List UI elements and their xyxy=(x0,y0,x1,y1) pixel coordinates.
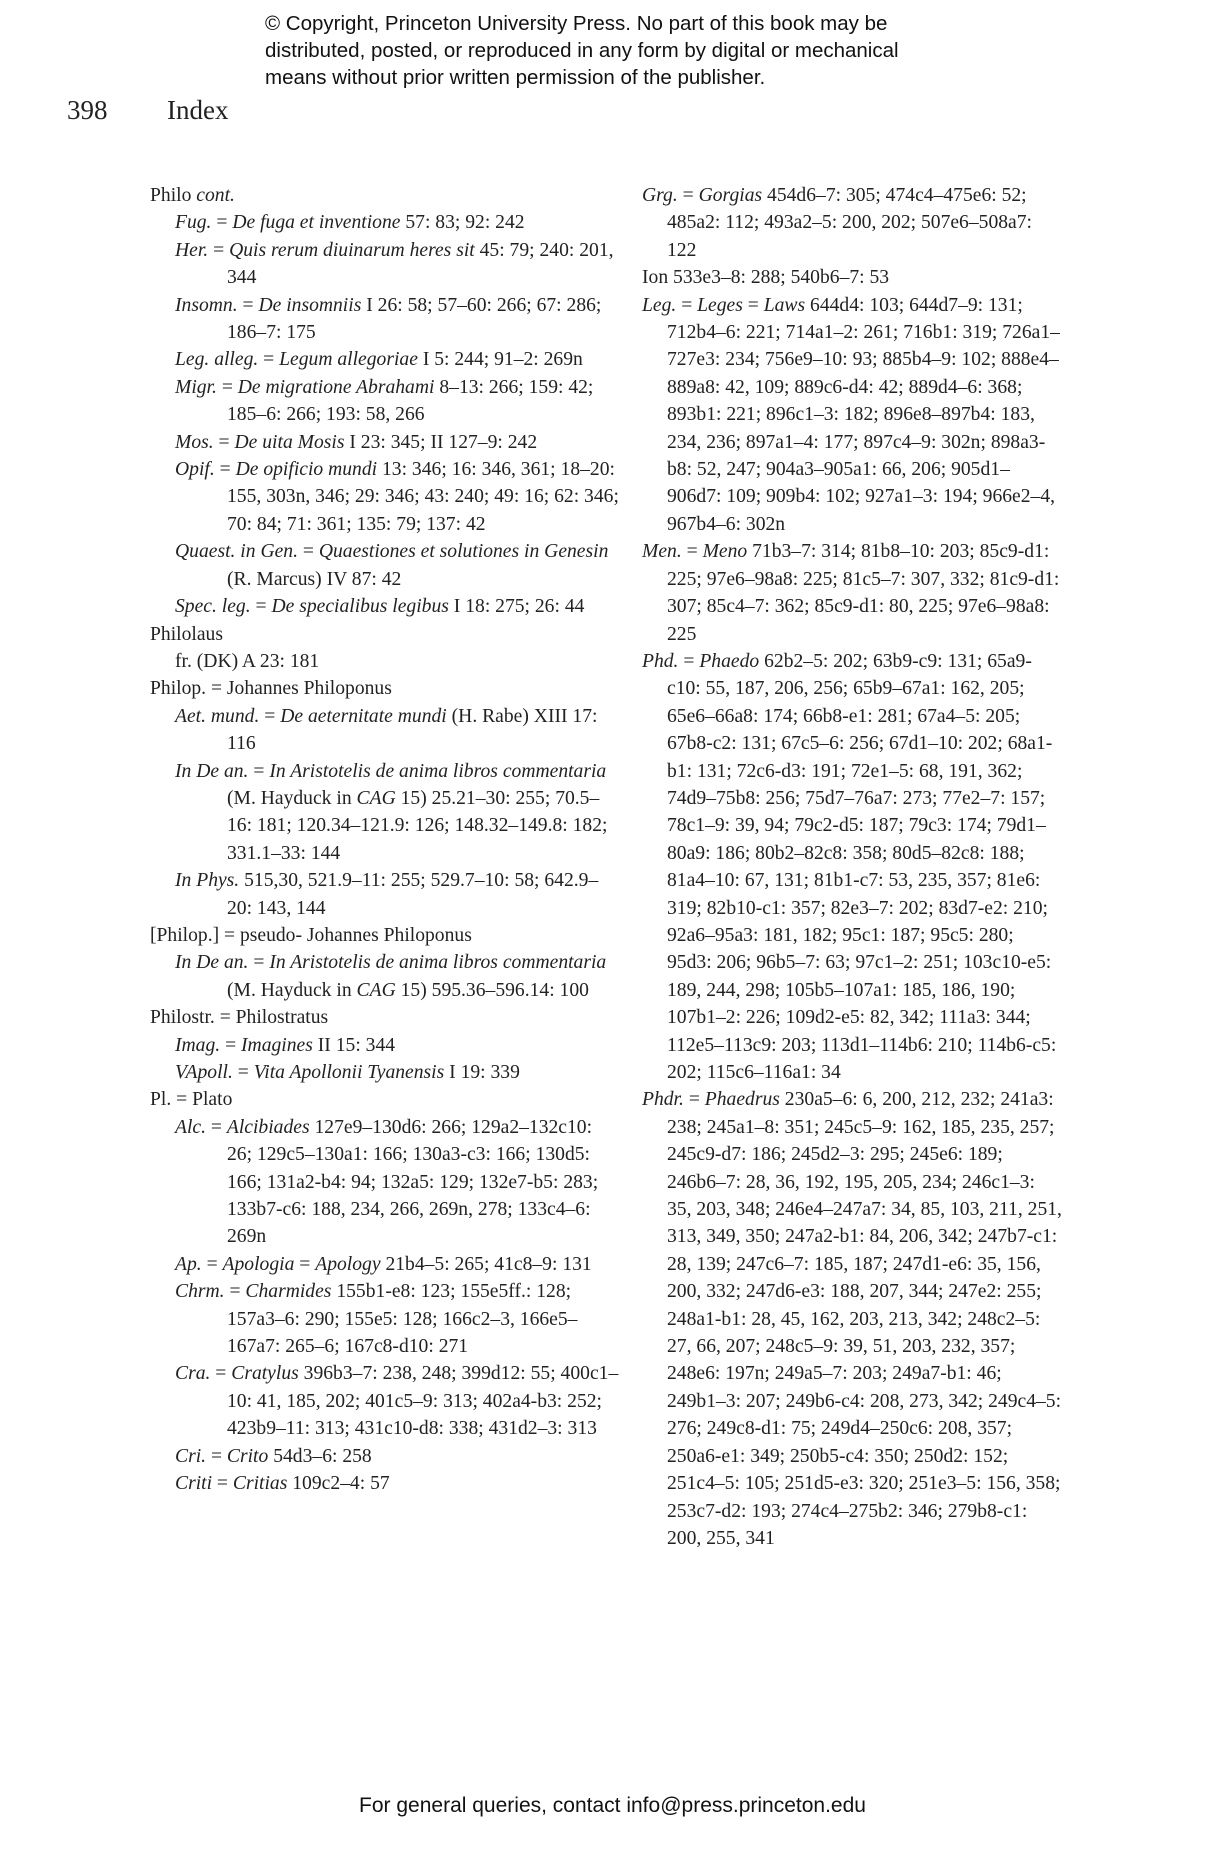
entry-title: De specialibus legibus xyxy=(271,596,449,618)
entry-series: CAG xyxy=(356,979,396,1001)
copyright-line: © Copyright, Princeton University Press. No part of this book may be xyxy=(265,12,888,35)
entry-abbreviation: Ap. xyxy=(175,1253,202,1275)
entry-heading: fr. (DK) A 23: 181 xyxy=(175,650,320,672)
entry-heading: Ion xyxy=(642,267,669,289)
entry-locators: II 15: 344 xyxy=(317,1034,396,1056)
entry-title: Phaedrus xyxy=(704,1089,780,1111)
entry-locators: 515,30, 521.9–11: 255; 529.7–10: 58; 642.9–20: 143, 144 xyxy=(227,870,599,919)
entry-locators: 644d4: 103; 644d7–9: 131; 712b4–6: 221; 714a1–2: 261; 716b1: 319; 726a1–727e3: 234; 756e9–10: 93; 885b4–9: 102; 888e4–889a8: 42, 109; 889c6-d4: 42; 889d4–6: 368; 893b1: 221; 896c1–3: 182; 896e8–897b4: 183, 234, 236; 897a1–4: 177; 897c4–9: 302n; 898a3-b8: 52, 247; 904a3–905a1: 66, 206; 905d1–906d7: 109; 909b4: 102; 927a1–3: 194; 966e2–4, 967b4–6: 302n xyxy=(667,294,1060,535)
entry-locators: 396b3–7: 238, 248; 399d12: 55; 400c1–10: 41, 185, 202; 401c5–9: 313; 402a4-b3: 252; 423b9–11: 313; 431c10-d8: 338; 431d2–3: 313 xyxy=(227,1363,619,1440)
index-entry: Cra. = Cratylus 396b3–7: 238, 248; 399d12: 55; 400c1–10: 41, 185, 202; 401c5–9: 313; 402a4-b3: 252; 423b9–11: 313; 431c10-d8: 338; 431d2–3: 313 xyxy=(175,1363,619,1440)
entry-heading: [Philop.] = pseudo- Johannes Philoponus xyxy=(150,924,472,946)
entry-abbreviation: Mos. xyxy=(175,431,214,453)
entry-abbreviation: Alc. xyxy=(175,1116,207,1138)
entry-locators: (M. Hayduck in xyxy=(227,787,352,809)
index-entry xyxy=(150,621,620,648)
entry-title: Apologia xyxy=(222,1253,295,1275)
entry-locators: 8–13: 266; 159: 42; 185–6: 266; 193: 58, 266 xyxy=(227,376,594,426)
entry-locators: I 26: 58; 57–60: 266; 67: 286; 186–7: 175 xyxy=(227,294,602,344)
entry-locators: 45: 79; 240: 201, 344 xyxy=(227,239,614,289)
index-entry: Chrm. = Charmides 155b1-e8: 123; 155e5ff.: 128; 157a3–6: 290; 155e5: 128; 166c2–3, 166e5–167a7: 265–6; 167c8-d10: 271 xyxy=(175,1281,578,1358)
index-entry: Criti = Critias 109c2–4: 57 xyxy=(175,1473,390,1495)
index-entry xyxy=(150,182,620,209)
running-header xyxy=(67,95,228,126)
index-entry: In De an. = In Aristotelis de anima libros commentaria (M. Hayduck in CAG 15) 25.21–30: 255; 70.5–16: 181; 120.34–121.9: 126; 148.32–149.8: 182; 331.1–33: 144 xyxy=(175,760,608,864)
index-entry: Imag. = Imagines II 15: 344 xyxy=(175,1034,396,1056)
index-entry: Phdr. = Phaedrus 230a5–6: 6, 200, 212, 232; 241a3: 238; 245a1–8: 351; 245c5–9: 162, 185, 235, 257; 245c9-d7: 186; 245d2–3: 295; 245e6: 189; 246b6–7: 28, 36, 192, 195, 205, 234; 246c1–3: 35, 203, 348; 246e4–247a7: 34, 85, 103, 211, 251, 313, 349, 350; 247a2-b1: 84, 206, 342; 247b7-c1: 28, 139; 247c6–7: 185, 187; 247d1-e6: 35, 156, 200, 332; 247d6-e3: 188, 207, 344; 247e2: 255; 248a1-b1: 28, 45, 162, 203, 213, 342; 248c2–5: 27, 66, 207; 248c5–9: 39, 51, 203, 232, 357; 248e6: 197n; 249a5–7: 203; 249a7-b1: 46; 249b1–3: 207; 249b6-c4: 208, 273, 342; 249c4–5: 276; 249c8-d1: 75; 249d4–250c6: 208, 357; 250a6-e1: 349; 250b5-c4: 350; 250d2: 152; 251c4–5: 105; 251d5-e3: 320; 251e3–5: 156, 358; 253c7-d2: 193; 274c4–275b2: 346; 279b8-c1: 200, 255, 341 xyxy=(642,1089,1062,1549)
index-entry xyxy=(150,1086,620,1113)
entry-locators: 15) 595.36–596.14: 100 xyxy=(400,979,589,1001)
entry-title: Quaestiones et solutiones in Genesin xyxy=(318,541,609,563)
entry-title: Imagines xyxy=(241,1034,313,1056)
copyright-notice xyxy=(265,10,1025,91)
index-entry xyxy=(150,922,620,949)
entry-title: In Aristotelis de anima libros commentaria xyxy=(269,952,607,974)
entry-abbreviation: Cra. xyxy=(175,1363,211,1385)
index-entry: Migr. = De migratione Abrahami 8–13: 266; 159: 42; 185–6: 266; 193: 58, 266 xyxy=(175,376,594,426)
index-entry: In De an. = In Aristotelis de anima libros commentaria (M. Hayduck in CAG 15) 595.36–596.14: 100 xyxy=(175,952,607,1001)
entry-abbreviation: VApoll. xyxy=(175,1062,233,1083)
index-entry: Her. = Quis rerum diuinarum heres sit 45: 79; 240: 201, 344 xyxy=(175,239,614,289)
entry-abbreviation: Migr. xyxy=(175,376,217,398)
entry-title: De fuga et inventione xyxy=(232,212,401,234)
entry-locators: 155b1-e8: 123; 155e5ff.: 128; 157a3–6: 290; 155e5: 128; 166c2–3, 166e5–167a7: 265–6; 167c8-d10: 271 xyxy=(227,1281,578,1358)
entry-locators: I 23: 345; II 127–9: 242 xyxy=(349,431,538,453)
index-entry: Spec. leg. = De specialibus legibus I 18: 275; 26: 44 xyxy=(175,596,585,618)
entry-locators: (M. Hayduck in xyxy=(227,979,352,1001)
entry-heading: Philolaus xyxy=(150,623,223,645)
index-column-right xyxy=(642,182,1062,1552)
index-entry: Men. = Meno 71b3–7: 314; 81b8–10: 203; 85c9-d1: 225; 97e6–98a8: 225; 81c5–7: 307, 332; 81c9-d1: 307; 85c4–7: 362; 85c9-d1: 80, 225; 97e6–98a8: 225 xyxy=(642,541,1060,645)
entry-abbreviation: Leg. xyxy=(642,294,677,316)
index-entry xyxy=(150,1004,620,1031)
copyright-line: means without prior written permission of the publisher. xyxy=(265,66,766,89)
index-entry xyxy=(150,648,620,675)
index-entry: Cri. = Crito 54d3–6: 258 xyxy=(175,1445,372,1467)
entry-series: CAG xyxy=(356,787,396,809)
entry-abbreviation: Aet. mund. xyxy=(175,705,260,727)
index-entry: Grg. = Gorgias 454d6–7: 305; 474c4–475e6: 52; 485a2: 112; 493a2–5: 200, 202; 507e6–508a7: 122 xyxy=(642,185,1032,261)
entry-locators: 109c2–4: 57 xyxy=(292,1473,390,1495)
index-entry: VApoll. = Vita Apollonii Tyanensis I 19: 339 xyxy=(175,1062,520,1083)
index-entry xyxy=(150,675,620,702)
entry-abbreviation: Phd. xyxy=(642,650,679,672)
index-column-left xyxy=(150,182,620,1498)
entry-title: Alcibiades xyxy=(226,1116,310,1138)
entry-title: Apology xyxy=(315,1253,381,1275)
entry-abbreviation: cont. xyxy=(196,185,235,206)
entry-title: De aeternitate mundi xyxy=(280,705,447,727)
entry-locators: 54d3–6: 258 xyxy=(273,1445,372,1467)
entry-locators: 127e9–130d6: 266; 129a2–132c10: 26; 129c5–130a1: 166; 130a3-c3: 166; 130d5: 166; 131a2-b4: 94; 132a5: 129; 132e7-b5: 283; 133b7-c6: 188, 234, 266, 269n, 278; 133c4–6: 269n xyxy=(227,1116,599,1248)
entry-abbreviation: In De an. xyxy=(175,952,249,974)
index-entry: Ap. = Apologia = Apology 21b4–5: 265; 41c8–9: 131 xyxy=(175,1253,592,1275)
entry-heading: Philostr. = Philostratus xyxy=(150,1007,329,1029)
entry-abbreviation: Opif. xyxy=(175,459,215,481)
entry-abbreviation: Spec. leg. xyxy=(175,596,251,618)
index-entry: Mos. = De uita Mosis I 23: 345; II 127–9: 242 xyxy=(175,431,538,453)
entry-locators: 62b2–5: 202; 63b9-c9: 131; 65a9-c10: 55, 187, 206, 256; 65b9–67a1: 162, 205; 65e6–66a8: 174; 66b8-e1: 281; 67a4–5: 205; 67b8-c2: 131; 67c5–6: 256; 67d1–10: 202; 68a1-b1: 131; 72c6-d3: 191; 72e1–5: 68, 191, 362; 74d9–75b8: 256; 75d7–76a7: 273; 77e2–7: 157; 78c1–9: 39, 94; 79c2-d5: 187; 79c3: 174; 79d1–80a9: 186; 80b2–82c8: 358; 80d5–82c8: 188; 81a4–10: 67, 131; 81b1-c7: 53, 235, 357; 81e6: 319; 82b10-c1: 357; 82e3–7: 202; 83d7-e2: 210; 92a6–95a3: 181, 182; 95c1: 187; 95c5: 280; 95d3: 206; 96b5–7: 63; 97c1–2: 251; 103c10-e5: 189, 244, 298; 105b5–107a1: 185, 186, 190; 107b1–2: 226; 109d2-e5: 82, 342; 111a3: 344; 112e5–113c9: 203; 113d1–114b6: 210; 114b6-c5: 202; 115c6–116a1: 34 xyxy=(667,650,1057,1083)
entry-locators: (H. Rabe) XIII 17: 116 xyxy=(227,705,598,755)
entry-title: Crito xyxy=(226,1445,269,1467)
entry-title: Laws xyxy=(763,294,806,316)
entry-abbreviation: Leg. alleg. xyxy=(175,349,259,371)
entry-abbreviation: Phdr. xyxy=(642,1089,684,1111)
entry-title: Cratylus xyxy=(231,1363,299,1385)
index-entry: Opif. = De opificio mundi 13: 346; 16: 346, 361; 18–20: 155, 303n, 346; 29: 346; 43: 240; 49: 16; 62: 346; 70: 84; 71: 361; 135: 79; 137: 42 xyxy=(175,459,619,535)
index-entry: Aet. mund. = De aeternitate mundi (H. Rabe) XIII 17: 116 xyxy=(175,705,598,755)
entry-title: De migratione Abrahami xyxy=(237,376,435,398)
entry-locators: 15) 25.21–30: 255; 70.5–16: 181; 120.34–121.9: 126; 148.32–149.8: 182; 331.1–33: 144 xyxy=(227,787,608,864)
entry-locators: 21b4–5: 265; 41c8–9: 131 xyxy=(385,1253,592,1275)
page-number: 398 xyxy=(67,95,108,125)
entry-abbreviation: Criti xyxy=(175,1473,213,1495)
entry-abbreviation: Fug. xyxy=(175,212,212,234)
entry-abbreviation: Imag. xyxy=(175,1034,221,1056)
entry-abbreviation: Her. xyxy=(175,239,209,261)
entry-locators: 71b3–7: 314; 81b8–10: 203; 85c9-d1: 225; 97e6–98a8: 225; 81c5–7: 307, 332; 81c9-d1: 307; 85c4–7: 362; 85c9-d1: 80, 225; 97e6–98a8: 225 xyxy=(667,541,1060,645)
entry-locators: 454d6–7: 305; 474c4–475e6: 52; 485a2: 112; 493a2–5: 200, 202; 507e6–508a7: 122 xyxy=(667,185,1032,261)
entry-abbreviation: Chrm. xyxy=(175,1281,225,1303)
entry-locators: I 5: 244; 91–2: 269n xyxy=(422,349,583,371)
entry-title: Quis rerum diuinarum heres sit xyxy=(229,239,475,261)
entry-locators: 57: 83; 92: 242 xyxy=(405,212,525,234)
entry-title: Gorgias xyxy=(698,185,763,206)
entry-locators: 230a5–6: 6, 200, 212, 232; 241a3: 238; 245a1–8: 351; 245c5–9: 162, 185, 235, 257; 245c9-d7: 186; 245d2–3: 295; 245e6: 189; 246b6–7: 28, 36, 192, 195, 205, 234; 246c1–3: 35, 203, 348; 246e4–247a7: 34, 85, 103, 211, 251, 313, 349, 350; 247a2-b1: 84, 206, 342; 247b7-c1: 28, 139; 247c6–7: 185, 187; 247d1-e6: 35, 156, 200, 332; 247d6-e3: 188, 207, 344; 247e2: 255; 248a1-b1: 28, 45, 162, 203, 213, 342; 248c2–5: 27, 66, 207; 248c5–9: 39, 51, 203, 232, 357; 248e6: 197n; 249a5–7: 203; 249a7-b1: 46; 249b1–3: 207; 249b6-c4: 208, 273, 342; 249c4–5: 276; 249c8-d1: 75; 249d4–250c6: 208, 357; 250a6-e1: 349; 250b5-c4: 350; 250d2: 152; 251c4–5: 105; 251d5-e3: 320; 251e3–5: 156, 358; 253c7-d2: 193; 274c4–275b2: 346; 279b8-c1: 200, 255, 341 xyxy=(667,1089,1062,1549)
entry-title: In Aristotelis de anima libros commentaria xyxy=(269,760,607,782)
entry-heading: Pl. = Plato xyxy=(150,1089,233,1111)
entry-locators: I 19: 339 xyxy=(449,1062,520,1083)
footer-contact: For general queries, contact info@press.princeton.edu xyxy=(359,1794,866,1817)
entry-abbreviation: Insomn. xyxy=(175,294,238,316)
entry-heading: Philo xyxy=(150,185,192,206)
entry-title: Vita Apollonii Tyanensis xyxy=(253,1062,445,1083)
page-title: Index xyxy=(167,95,229,125)
entry-abbreviation: In De an. xyxy=(175,760,249,782)
entry-title: Meno xyxy=(702,541,748,563)
entry-heading: Philop. = Johannes Philoponus xyxy=(150,678,392,700)
entry-title: Charmides xyxy=(245,1281,332,1303)
index-entry: Phd. = Phaedo 62b2–5: 202; 63b9-c9: 131; 65a9-c10: 55, 187, 206, 256; 65b9–67a1: 162, 205; 65e6–66a8: 174; 66b8-e1: 281; 67a4–5: 205; 67b8-c2: 131; 67c5–6: 256; 67d1–10: 202; 68a1-b1: 131; 72c6-d3: 191; 72e1–5: 68, 191, 362; 74d9–75b8: 256; 75d7–76a7: 273; 77e2–7: 157; 78c1–9: 39, 94; 79c2-d5: 187; 79c3: 174; 79d1–80a9: 186; 80b2–82c8: 358; 80d5–82c8: 188; 81a4–10: 67, 131; 81b1-c7: 53, 235, 357; 81e6: 319; 82b10-c1: 357; 82e3–7: 202; 83d7-e2: 210; 92a6–95a3: 181, 182; 95c1: 187; 95c5: 280; 95d3: 206; 96b5–7: 63; 97c1–2: 251; 103c10-e5: 189, 244, 298; 105b5–107a1: 185, 186, 190; 107b1–2: 226; 109d2-e5: 82, 342; 111a3: 344; 112e5–113c9: 203; 113d1–114b6: 210; 114b6-c5: 202; 115c6–116a1: 34 xyxy=(642,650,1057,1083)
index-entry xyxy=(150,867,620,922)
entry-locators: (R. Marcus) IV 87: 42 xyxy=(227,568,402,590)
entry-title: De insomniis xyxy=(258,294,362,316)
entry-abbreviation: In Phys. xyxy=(175,870,240,892)
index-entry: Leg. = Leges = Laws 644d4: 103; 644d7–9: 131; 712b4–6: 221; 714a1–2: 261; 716b1: 319; 726a1–727e3: 234; 756e9–10: 93; 885b4–9: 102; 888e4–889a8: 42, 109; 889c6-d4: 42; 889d4–6: 368; 893b1: 221; 896c1–3: 182; 896e8–897b4: 183, 234, 236; 897a1–4: 177; 897c4–9: 302n; 898a3-b8: 52, 247; 904a3–905a1: 66, 206; 905d1–906d7: 109; 909b4: 102; 927a1–3: 194; 966e2–4, 967b4–6: 302n xyxy=(642,294,1060,535)
index-entry: Insomn. = De insomniis I 26: 58; 57–60: 266; 67: 286; 186–7: 175 xyxy=(175,294,602,344)
entry-abbreviation: Men. xyxy=(642,541,682,563)
entry-locators: I 18: 275; 26: 44 xyxy=(453,596,585,618)
entry-abbreviation: Quaest. in Gen. xyxy=(175,541,298,563)
entry-title: Legum allegoriae xyxy=(279,349,418,371)
index-entry: Alc. = Alcibiades 127e9–130d6: 266; 129a2–132c10: 26; 129c5–130a1: 166; 130a3-c3: 166; 130d5: 166; 131a2-b4: 94; 132a5: 129; 132e7-b5: 283; 133b7-c6: 188, 234, 266, 269n, 278; 133c4–6: 269n xyxy=(175,1116,599,1248)
entry-title: Leges xyxy=(697,294,743,316)
entry-title: De opificio mundi xyxy=(235,459,378,481)
index-entry xyxy=(642,264,1062,291)
copyright-line: distributed, posted, or reproduced in any form by digital or mechanical xyxy=(265,39,899,62)
entry-title: Phaedo xyxy=(699,650,760,672)
index-entry: Fug. = De fuga et inventione 57: 83; 92: 242 xyxy=(175,212,525,234)
index-entry: Quaest. in Gen. = Quaestiones et solutiones in Genesin (R. Marcus) IV 87: 42 xyxy=(175,541,609,590)
entry-title: De uita Mosis xyxy=(234,431,345,453)
entry-locators: 13: 346; 16: 346, 361; 18–20: 155, 303n, 346; 29: 346; 43: 240; 49: 16; 62: 346; 70: 84; 71: 361; 135: 79; 137: 42 xyxy=(227,459,619,535)
entry-abbreviation: Cri. xyxy=(175,1445,207,1467)
index-entry: Leg. alleg. = Legum allegoriae I 5: 244; 91–2: 269n xyxy=(175,349,583,371)
entry-locators: 533e3–8: 288; 540b6–7: 53 xyxy=(673,267,890,289)
entry-title: Critias xyxy=(232,1473,288,1495)
entry-abbreviation: Grg. xyxy=(642,185,678,206)
